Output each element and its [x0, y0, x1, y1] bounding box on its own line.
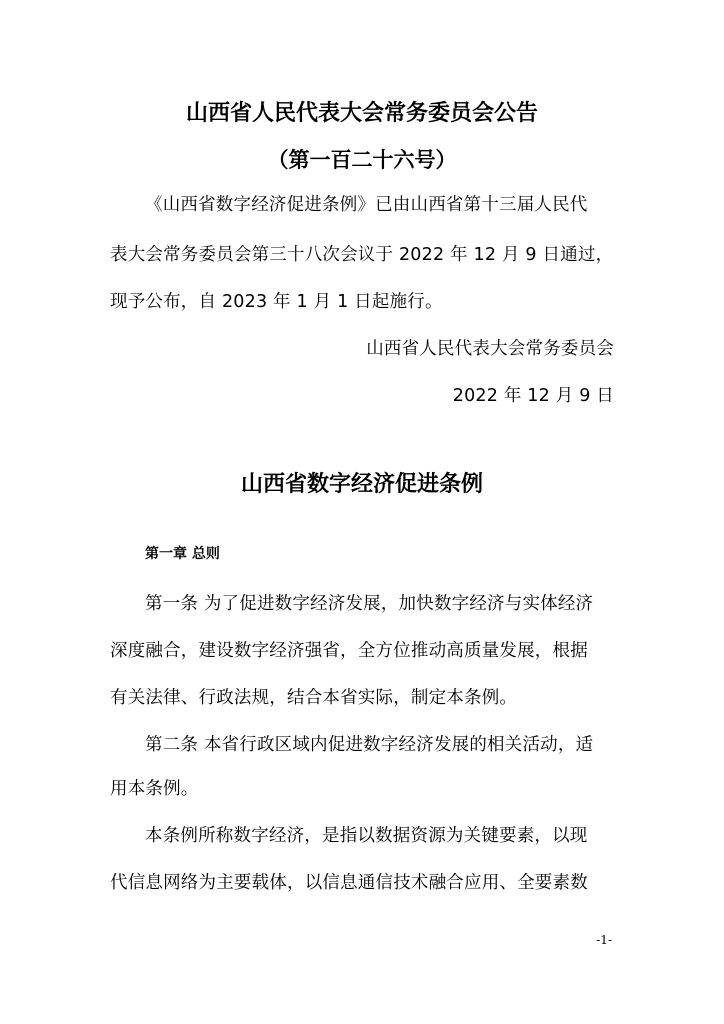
- announcement-body-line: 表大会常务委员会第三十八次会议于 2022 年 12 月 9 日通过，: [110, 245, 614, 265]
- article-line: 本条例所称数字经济，是指以数据资源为关键要素，以现: [145, 826, 588, 846]
- page-number: -1-: [596, 933, 612, 947]
- announcement-body-line: 《山西省数字经济促进条例》已由山西省第十三届人民代: [145, 195, 588, 215]
- announcement-number: （第一百二十六号）: [267, 147, 457, 172]
- article-line: 深度融合，建设数字经济强省，全方位推动高质量发展，根据: [110, 641, 588, 661]
- article-line: 第二条 本省行政区域内促进数字经济发展的相关活动，适: [145, 735, 594, 755]
- regulation-title: 山西省数字经济促进条例: [240, 471, 483, 497]
- announcement-title: 山西省人民代表大会常务委员会公告: [185, 100, 538, 126]
- announcement-issuer: 山西省人民代表大会常务委员会: [366, 339, 614, 359]
- chapter-heading: 第一章 总则: [145, 546, 220, 562]
- article-line: 有关法律、行政法规，结合本省实际，制定本条例。: [110, 688, 518, 708]
- article-line: 代信息网络为主要载体，以信息通信技术融合应用、全要素数: [110, 873, 588, 893]
- article-line: 用本条例。: [110, 779, 199, 799]
- announcement-body-line: 现予公布，自 2023 年 1 月 1 日起施行。: [110, 292, 443, 312]
- announcement-date: 2022 年 12 月 9 日: [452, 386, 614, 406]
- article-line: 第一条 为了促进数字经济发展，加快数字经济与实体经济: [145, 594, 594, 614]
